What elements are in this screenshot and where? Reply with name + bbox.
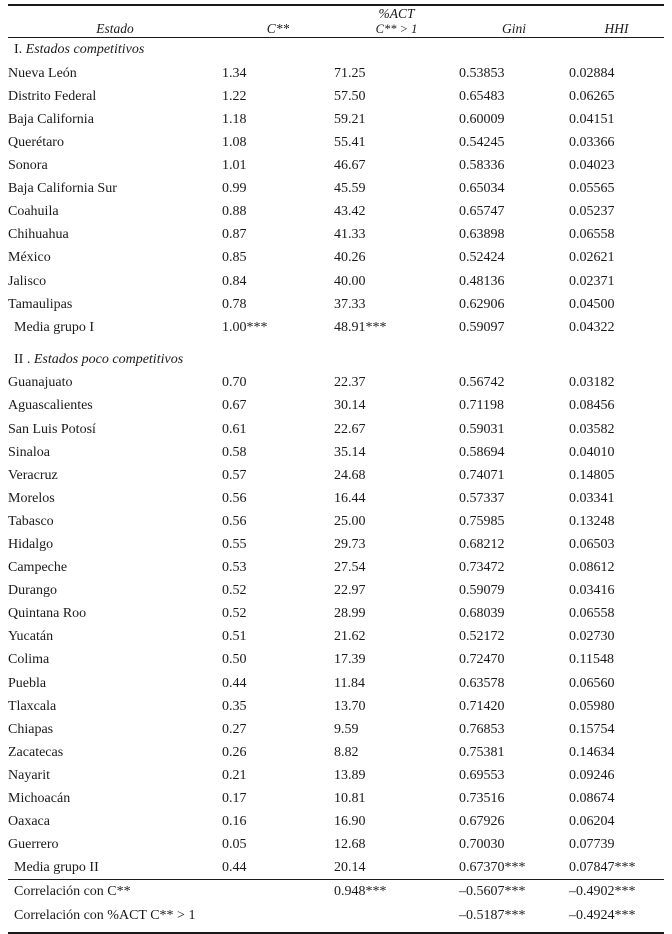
cell-c: 0.51: [222, 629, 247, 645]
cell-c: 0.56: [222, 490, 247, 506]
cell-gini: 0.65034: [459, 181, 505, 197]
cell-act: 16.44: [334, 490, 366, 506]
correlation-hhi: –0.4902***: [569, 884, 636, 900]
cell-gini: 0.72470: [459, 652, 505, 668]
cell-gini: 0.76853: [459, 721, 505, 737]
cell-estado: Tlaxcala: [8, 698, 57, 714]
cell-c: 0.52: [222, 606, 247, 622]
cell-gini: 0.52172: [459, 629, 505, 645]
cell-c: 0.70: [222, 375, 247, 391]
section-label-ii: Estados poco competitivos: [33, 351, 184, 367]
cell-hhi: 0.11548: [569, 652, 614, 668]
cell-hhi: 0.03416: [569, 583, 615, 599]
cell-c: 0.67: [222, 398, 247, 414]
table-row: [8, 246, 664, 269]
cell-estado: Nueva León: [8, 65, 77, 81]
cell-hhi: 0.05565: [569, 181, 615, 197]
table-row: [8, 85, 664, 108]
cell-hhi: 0.05237: [569, 204, 615, 220]
cell-gini: 0.71420: [459, 698, 505, 714]
correlation-label: Correlación con C**: [14, 884, 131, 900]
correlation-row-act: [8, 904, 664, 928]
cell-act: 71.25: [334, 65, 366, 81]
cell-estado: Nayarit: [8, 767, 50, 783]
cell-gini: 0.67926: [459, 814, 505, 830]
section-number-i: I.: [14, 42, 23, 58]
cell-hhi: 0.02371: [569, 273, 615, 289]
column-header-c: C**: [266, 21, 290, 36]
correlation-gini: –0.5607***: [459, 884, 526, 900]
cell-gini: 0.68212: [459, 536, 505, 552]
cell-act: 10.81: [334, 791, 366, 806]
cell-act: 13.70: [334, 698, 366, 714]
cell-estado: Distrito Federal: [8, 88, 97, 104]
cell-act: 48.91***: [334, 319, 387, 335]
correlation-act: [334, 904, 459, 928]
cell-estado: México: [8, 250, 51, 266]
cell-gini: 0.53853: [459, 65, 505, 81]
cell-c: 0.35: [222, 698, 247, 714]
table-row: [8, 154, 664, 177]
cell-gini: 0.62906: [459, 296, 505, 312]
cell-gini: 0.58694: [459, 444, 505, 460]
correlation-gini: –0.5187***: [459, 908, 526, 924]
cell-act: 11.84: [334, 675, 365, 691]
section-gap: [8, 339, 664, 348]
table-row: [8, 672, 664, 695]
cell-estado: Sinaloa: [8, 444, 50, 460]
table-row: [8, 602, 664, 625]
cell-estado: Coahuila: [8, 204, 59, 220]
cell-c: 0.21: [222, 767, 247, 783]
table-row: [8, 441, 664, 464]
cell-hhi: 0.03366: [569, 134, 615, 150]
cell-act: 46.67: [334, 158, 366, 174]
cell-estado: Tamaulipas: [8, 296, 73, 312]
cell-estado: Tabasco: [8, 513, 54, 529]
cell-c: 0.56: [222, 513, 247, 529]
cell-c: 0.05: [222, 837, 247, 853]
cell-act: 35.14: [334, 444, 366, 460]
cell-hhi: 0.07847***: [569, 860, 636, 876]
cell-c: 1.34: [222, 65, 247, 81]
cell-c: 0.88: [222, 204, 247, 220]
cell-gini: 0.59031: [459, 421, 505, 437]
cell-gini: 0.65747: [459, 204, 505, 220]
cell-estado: Jalisco: [8, 273, 47, 289]
cell-act: 21.62: [334, 629, 366, 645]
cell-gini: 0.65483: [459, 88, 505, 104]
cell-estado: Baja California: [8, 111, 94, 127]
cell-gini: 0.73516: [459, 791, 505, 806]
cell-act: 37.33: [334, 296, 366, 312]
cell-hhi: 0.14634: [569, 744, 615, 760]
cell-estado: Aguascalientes: [8, 398, 93, 414]
cell-act: 13.89: [334, 767, 366, 783]
cell-c: 0.17: [222, 791, 247, 806]
cell-act: 55.41: [334, 134, 366, 150]
cell-hhi: 0.02621: [569, 250, 615, 266]
cell-estado: Guanajuato: [8, 375, 73, 391]
cell-hhi: 0.04322: [569, 319, 615, 335]
cell-act: 8.82: [334, 744, 359, 760]
cell-c: 0.16: [222, 814, 247, 830]
table-row: [8, 787, 664, 810]
correlation-c: [222, 880, 334, 904]
table-row: [8, 579, 664, 602]
cell-hhi: 0.06503: [569, 536, 615, 552]
cell-act: 30.14: [334, 398, 366, 414]
cell-gini: 0.75985: [459, 513, 505, 529]
table-row: [8, 270, 664, 293]
column-header-estado: Estado: [96, 21, 134, 36]
table-row: [8, 464, 664, 487]
table-row: [8, 394, 664, 417]
cell-act: 22.37: [334, 375, 366, 391]
cell-act: 25.00: [334, 513, 366, 529]
cell-gini: 0.48136: [459, 273, 505, 289]
cell-gini: 0.52424: [459, 250, 505, 266]
cell-c: 0.52: [222, 583, 247, 599]
table-row: [8, 556, 664, 579]
cell-estado: Guerrero: [8, 837, 59, 853]
correlation-row-c: [8, 880, 664, 904]
cell-c: 0.57: [222, 467, 247, 483]
cell-gini: 0.63898: [459, 227, 505, 243]
table-row: [8, 764, 664, 787]
table-row: [8, 533, 664, 556]
cell-act: 57.50: [334, 88, 366, 104]
cell-hhi: 0.08612: [569, 560, 615, 576]
table-row: [8, 371, 664, 394]
cell-hhi: 0.07739: [569, 837, 615, 853]
cell-estado: Media grupo I: [14, 319, 95, 335]
cell-hhi: 0.04010: [569, 444, 615, 460]
cell-c: 0.55: [222, 536, 247, 552]
table-row: [8, 810, 664, 833]
table-row: [8, 108, 664, 131]
section-heading-ii: [8, 348, 664, 372]
cell-act: 41.33: [334, 227, 366, 243]
column-header-gini: Gini: [501, 21, 526, 36]
cell-estado: Zacatecas: [8, 744, 64, 760]
table-row: [8, 418, 664, 441]
cell-c: 0.87: [222, 227, 247, 243]
cell-gini: 0.68039: [459, 606, 505, 622]
cell-act: 40.00: [334, 273, 366, 289]
cell-act: 9.59: [334, 721, 359, 737]
cell-gini: 0.59097: [459, 319, 505, 335]
table-row: [8, 200, 664, 223]
cell-hhi: 0.15754: [569, 721, 615, 737]
cell-estado: Colima: [8, 652, 50, 668]
cell-hhi: 0.06558: [569, 606, 615, 622]
table-row: [8, 177, 664, 200]
cell-estado: Sonora: [8, 158, 48, 174]
cell-hhi: 0.13248: [569, 513, 615, 529]
cell-hhi: 0.04151: [569, 111, 615, 127]
cell-gini: 0.70030: [459, 837, 505, 853]
section-number-ii: II .: [14, 351, 31, 367]
cell-hhi: 0.04500: [569, 296, 615, 312]
cell-hhi: 0.04023: [569, 158, 615, 174]
cell-c: 0.53: [222, 560, 247, 576]
cell-c: 1.00***: [222, 319, 268, 335]
table-row: [8, 510, 664, 533]
cell-estado: Veracruz: [8, 467, 58, 483]
cell-c: 0.44: [222, 860, 247, 876]
cell-c: 0.78: [222, 296, 247, 312]
cell-act: 16.90: [334, 814, 366, 830]
correlation-hhi: –0.4924***: [569, 908, 636, 924]
cell-c: 0.85: [222, 250, 247, 266]
cell-estado: Chiapas: [8, 721, 54, 737]
table-page: [0, 4, 672, 924]
competitiveness-table: [8, 6, 664, 37]
group-mean-row-i: [8, 316, 664, 339]
cell-act: 24.68: [334, 467, 366, 483]
cell-estado: Campeche: [8, 560, 68, 576]
cell-estado: Media grupo II: [14, 860, 99, 876]
cell-hhi: 0.02884: [569, 65, 615, 81]
cell-c: 1.01: [222, 158, 247, 174]
cell-c: 0.99: [222, 181, 247, 197]
header-row: [8, 6, 664, 37]
column-header-hhi: HHI: [604, 21, 629, 36]
cell-act: 20.14: [334, 860, 366, 876]
cell-act: 40.26: [334, 250, 366, 266]
cell-act: 43.42: [334, 204, 366, 220]
cell-gini: 0.60009: [459, 111, 505, 127]
cell-estado: Oaxaca: [8, 814, 50, 830]
correlation-c: [222, 904, 334, 928]
cell-c: 1.18: [222, 111, 247, 127]
cell-act: 22.67: [334, 421, 366, 437]
cell-gini: 0.57337: [459, 490, 505, 506]
cell-hhi: 0.03582: [569, 421, 615, 437]
cell-act: 59.21: [334, 111, 366, 127]
table-row: [8, 223, 664, 246]
cell-estado: Yucatán: [8, 629, 54, 645]
cell-gini: 0.56742: [459, 375, 505, 391]
table-row: [8, 62, 664, 85]
cell-gini: 0.67370***: [459, 860, 526, 876]
section-title-i: [8, 38, 664, 62]
cell-gini: 0.54245: [459, 134, 505, 150]
cell-gini: 0.63578: [459, 675, 505, 691]
cell-c: 1.22: [222, 88, 247, 104]
table-row: [8, 695, 664, 718]
cell-gini: 0.71198: [459, 398, 504, 414]
cell-estado: Michoacán: [8, 791, 71, 806]
table-row: [8, 293, 664, 316]
table-header: [8, 6, 664, 37]
table-row: [8, 741, 664, 764]
cell-act: 28.99: [334, 606, 366, 622]
cell-estado: Chihuahua: [8, 227, 69, 243]
cell-hhi: 0.08456: [569, 398, 615, 414]
cell-hhi: 0.06204: [569, 814, 615, 830]
cell-hhi: 0.14805: [569, 467, 615, 483]
cell-c: 0.26: [222, 744, 247, 760]
cell-estado: Querétaro: [8, 134, 64, 150]
section-title-ii: [8, 348, 664, 372]
cell-hhi: 0.06560: [569, 675, 615, 691]
section-heading-i: [8, 38, 664, 62]
cell-estado: Quintana Roo: [8, 606, 87, 622]
cell-c: 0.61: [222, 421, 247, 437]
cell-c: 0.58: [222, 444, 247, 460]
cell-estado: Baja California Sur: [8, 181, 117, 197]
cell-c: 0.44: [222, 675, 247, 691]
cell-c: 0.50: [222, 652, 247, 668]
cell-act: 17.39: [334, 652, 366, 668]
table-row: [8, 131, 664, 154]
cell-act: 12.68: [334, 837, 366, 853]
column-header-act: %ACT C** > 1: [375, 6, 418, 37]
table-row: [8, 833, 664, 856]
cell-hhi: 0.02730: [569, 629, 615, 645]
cell-gini: 0.69553: [459, 767, 505, 783]
cell-c: 1.08: [222, 134, 247, 150]
correlation-table: [8, 880, 664, 928]
group-mean-row-ii: [8, 856, 664, 879]
cell-hhi: 0.08674: [569, 791, 615, 806]
cell-act: 29.73: [334, 536, 366, 552]
table-body: [8, 38, 664, 879]
table-row: [8, 718, 664, 741]
correlation-act: 0.948***: [334, 884, 387, 900]
cell-estado: Puebla: [8, 675, 47, 691]
table-row: [8, 487, 664, 510]
cell-gini: 0.58336: [459, 158, 505, 174]
correlation-label: Correlación con %ACT C** > 1: [14, 908, 196, 924]
cell-estado: Hidalgo: [8, 536, 54, 552]
cell-gini: 0.73472: [459, 560, 505, 576]
cell-hhi: 0.06265: [569, 88, 615, 104]
cell-hhi: 0.06558: [569, 227, 615, 243]
table-row: [8, 648, 664, 671]
table-row: [8, 625, 664, 648]
cell-gini: 0.59079: [459, 583, 505, 599]
cell-c: 0.27: [222, 721, 247, 737]
cell-estado: Durango: [8, 583, 57, 599]
cell-gini: 0.74071: [459, 467, 505, 483]
cell-hhi: 0.03182: [569, 375, 615, 391]
cell-act: 45.59: [334, 181, 366, 197]
cell-estado: Morelos: [8, 490, 55, 506]
cell-hhi: 0.03341: [569, 490, 615, 506]
cell-act: 27.54: [334, 560, 366, 576]
cell-act: 22.97: [334, 583, 366, 599]
cell-c: 0.84: [222, 273, 247, 289]
section-label-i: Estados competitivos: [25, 42, 145, 58]
cell-hhi: 0.09246: [569, 767, 615, 783]
cell-gini: 0.75381: [459, 744, 505, 760]
cell-hhi: 0.05980: [569, 698, 615, 714]
cell-estado: San Luis Potosí: [8, 421, 96, 437]
